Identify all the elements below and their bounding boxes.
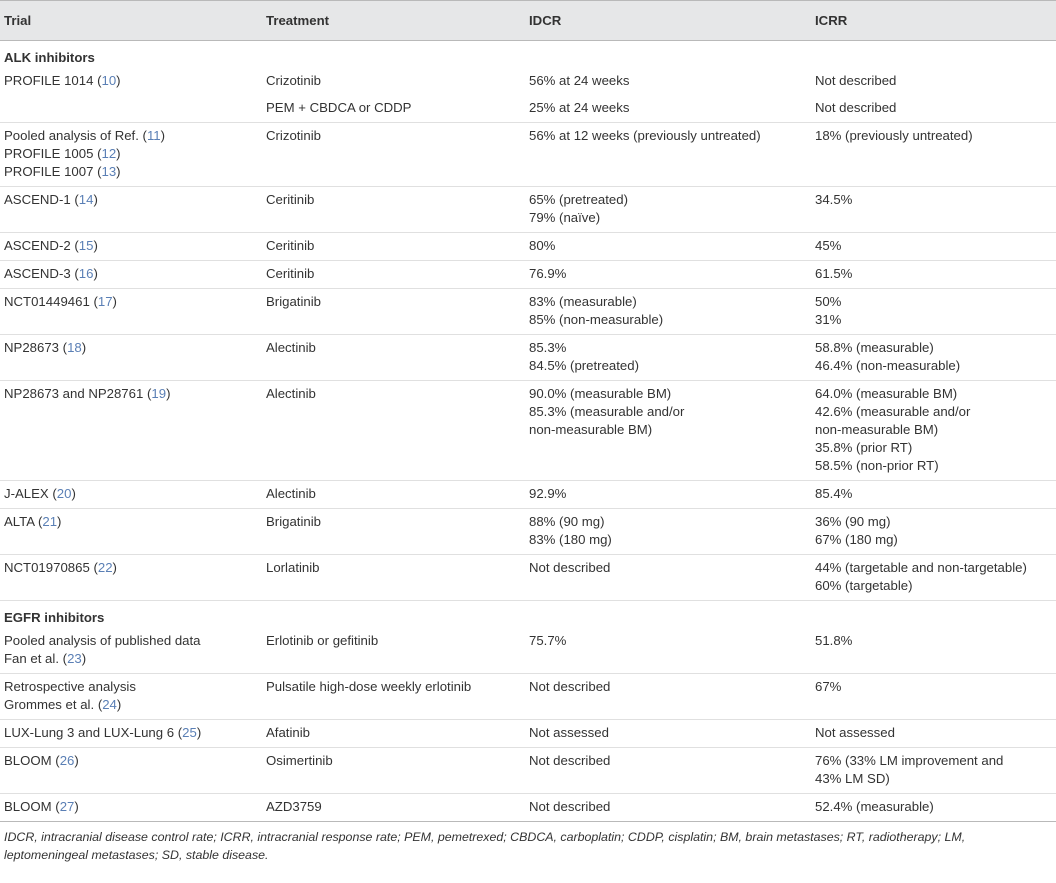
cell-icrr xyxy=(811,509,1056,555)
cell-idcr xyxy=(525,748,811,794)
reference-link[interactable]: 13 xyxy=(101,164,117,179)
table-header xyxy=(0,1,1056,41)
reference-link[interactable]: 10 xyxy=(101,73,117,88)
icrr-value: 51.8% xyxy=(815,633,853,648)
table-row xyxy=(0,187,1056,233)
section-heading: EGFR inhibitors xyxy=(4,610,105,625)
icrr-value: 67% (180 mg) xyxy=(815,532,898,547)
cell-treatment xyxy=(262,674,525,720)
icrr-value: 85.4% xyxy=(815,486,853,501)
cell-icrr xyxy=(811,481,1056,509)
table-row xyxy=(0,335,1056,381)
cell-idcr xyxy=(525,233,811,261)
trial-line: ASCEND-3 (16) xyxy=(4,266,98,281)
idcr-value: Not described xyxy=(529,679,611,694)
cell-icrr xyxy=(811,68,1056,95)
table-row xyxy=(0,481,1056,509)
cell-icrr xyxy=(811,794,1056,822)
trial-name: ASCEND-2 xyxy=(4,238,75,253)
idcr-value: Not assessed xyxy=(529,725,609,740)
icrr-value: Not described xyxy=(815,100,897,115)
trial-name: Pooled analysis of published data xyxy=(4,633,201,648)
trial-name: J-ALEX xyxy=(4,486,53,501)
cell-trial xyxy=(0,794,262,822)
icrr-value: 60% (targetable) xyxy=(815,578,913,593)
treatment-value: Alectinib xyxy=(266,340,316,355)
reference-link[interactable]: 19 xyxy=(151,386,167,401)
icrr-value: 76% (33% LM improvement and xyxy=(815,753,1004,768)
cell-icrr xyxy=(811,674,1056,720)
cell-trial xyxy=(0,335,262,381)
treatment-value: Brigatinib xyxy=(266,514,321,529)
trial-line: BLOOM (27) xyxy=(4,799,79,814)
cell-treatment xyxy=(262,335,525,381)
reference-link[interactable]: 16 xyxy=(78,266,94,281)
table-row xyxy=(0,628,1056,674)
cell-trial xyxy=(0,720,262,748)
header-idcr: IDCR xyxy=(525,1,811,41)
cell-treatment xyxy=(262,720,525,748)
reference-link[interactable]: 23 xyxy=(67,651,82,666)
table-row xyxy=(0,381,1056,481)
icrr-value: 46.4% (non-measurable) xyxy=(815,358,961,373)
table-row xyxy=(0,674,1056,720)
header-row xyxy=(0,1,1056,41)
cell-trial xyxy=(0,628,262,674)
header-icrr: ICRR xyxy=(811,1,1056,41)
idcr-value: 83% (measurable) xyxy=(529,294,637,309)
trial-name: ALTA xyxy=(4,514,38,529)
treatment-value: PEM + CBDCA or CDDP xyxy=(266,100,412,115)
cell-icrr xyxy=(811,555,1056,601)
icrr-value: 42.6% (measurable and/or xyxy=(815,404,971,419)
treatment-value: Ceritinib xyxy=(266,192,315,207)
cell-icrr xyxy=(811,335,1056,381)
idcr-value: 84.5% (pretreated) xyxy=(529,358,639,373)
cell-trial xyxy=(0,289,262,335)
cell-icrr xyxy=(811,628,1056,674)
icrr-value: 58.5% (non-prior RT) xyxy=(815,458,939,473)
table-row xyxy=(0,509,1056,555)
cell-icrr xyxy=(811,187,1056,233)
icrr-value: 31% xyxy=(815,312,842,327)
trial-line: BLOOM (26) xyxy=(4,753,79,768)
icrr-value: 36% (90 mg) xyxy=(815,514,891,529)
reference-link[interactable]: 15 xyxy=(78,238,94,253)
cell-treatment xyxy=(262,68,525,95)
section-heading: ALK inhibitors xyxy=(4,50,95,65)
table-row xyxy=(0,95,1056,123)
idcr-value: 90.0% (measurable BM) xyxy=(529,386,672,401)
idcr-value: 75.7% xyxy=(529,633,567,648)
icrr-value: 52.4% (measurable) xyxy=(815,799,934,814)
cell-treatment xyxy=(262,628,525,674)
idcr-value: non-measurable BM) xyxy=(529,422,653,437)
trial-name: NP28673 xyxy=(4,340,63,355)
trial-line: ALTA (21) xyxy=(4,514,62,529)
icrr-value: 35.8% (prior RT) xyxy=(815,440,913,455)
icrr-value: 45% xyxy=(815,238,842,253)
trial-name: PROFILE 1014 xyxy=(4,73,98,88)
table-row xyxy=(0,289,1056,335)
table-row xyxy=(0,748,1056,794)
cell-idcr xyxy=(525,555,811,601)
cell-idcr xyxy=(525,335,811,381)
idcr-value: 88% (90 mg) xyxy=(529,514,605,529)
idcr-value: 85% (non-measurable) xyxy=(529,312,664,327)
cell-idcr xyxy=(525,720,811,748)
idcr-value: 25% at 24 weeks xyxy=(529,100,630,115)
cell-trial xyxy=(0,381,262,481)
trial-name: LUX-Lung 3 and LUX-Lung 6 xyxy=(4,725,178,740)
trial-line: J-ALEX (20) xyxy=(4,486,76,501)
reference-link[interactable]: 14 xyxy=(78,192,94,207)
cell-trial xyxy=(0,233,262,261)
header-trial: Trial xyxy=(0,1,262,41)
trial-name: Grommes et al. xyxy=(4,697,98,712)
cell-idcr xyxy=(525,68,811,95)
reference-link[interactable]: 26 xyxy=(59,753,75,768)
cell-idcr xyxy=(525,481,811,509)
reference-link[interactable]: 18 xyxy=(67,340,82,355)
header-treatment: Treatment xyxy=(262,1,525,41)
trial-line xyxy=(4,632,262,650)
treatment-value: Ceritinib xyxy=(266,266,315,281)
trial-line: NCT01449461 (17) xyxy=(4,294,117,309)
idcr-value: 76.9% xyxy=(529,266,567,281)
table-row xyxy=(0,261,1056,289)
cell-idcr xyxy=(525,261,811,289)
cell-treatment xyxy=(262,509,525,555)
treatment-value: Lorlatinib xyxy=(266,560,320,575)
cell-idcr xyxy=(525,95,811,123)
icrr-value: 58.8% (measurable) xyxy=(815,340,934,355)
cell-trial xyxy=(0,68,262,95)
cell-idcr xyxy=(525,381,811,481)
icrr-value: 34.5% xyxy=(815,192,853,207)
cell-trial xyxy=(0,187,262,233)
reference-link[interactable]: 22 xyxy=(97,560,113,575)
icrr-value: 50% xyxy=(815,294,842,309)
idcr-value: Not described xyxy=(529,560,611,575)
trial-line: ASCEND-1 (14) xyxy=(4,192,98,207)
cell-idcr xyxy=(525,289,811,335)
trial-name: BLOOM xyxy=(4,753,56,768)
idcr-value: 85.3% xyxy=(529,340,567,355)
trial-line: PROFILE 1014 (10) xyxy=(4,73,121,88)
trial-name: Pooled analysis of Ref. xyxy=(4,128,143,143)
trial-line: NP28673 (18) xyxy=(4,340,87,355)
cell-treatment xyxy=(262,555,525,601)
idcr-value: 80% xyxy=(529,238,556,253)
cell-trial xyxy=(0,261,262,289)
cell-icrr xyxy=(811,381,1056,481)
cell-treatment xyxy=(262,381,525,481)
reference-link[interactable]: 25 xyxy=(182,725,197,740)
cell-treatment xyxy=(262,233,525,261)
trial-line: Fan et al. (23) xyxy=(4,651,87,666)
cell-trial xyxy=(0,95,262,123)
trial-name: NCT01449461 xyxy=(4,294,94,309)
table-row xyxy=(0,720,1056,748)
cell-icrr xyxy=(811,261,1056,289)
cell-treatment xyxy=(262,123,525,187)
reference-link[interactable]: 17 xyxy=(97,294,113,309)
reference-link[interactable]: 12 xyxy=(101,146,117,161)
table-row xyxy=(0,123,1056,187)
trial-name: PROFILE 1005 xyxy=(4,146,98,161)
trial-line: LUX-Lung 3 and LUX-Lung 6 (25) xyxy=(4,725,202,740)
cell-icrr xyxy=(811,289,1056,335)
table-row xyxy=(0,555,1056,601)
idcr-value: Not described xyxy=(529,799,611,814)
trial-name: ASCEND-1 xyxy=(4,192,75,207)
reference-link[interactable]: 21 xyxy=(42,514,58,529)
cell-icrr xyxy=(811,123,1056,187)
cell-trial xyxy=(0,748,262,794)
trial-line: NP28673 and NP28761 (19) xyxy=(4,386,171,401)
icrr-value: Not described xyxy=(815,73,897,88)
cell-treatment xyxy=(262,289,525,335)
treatment-value: Afatinib xyxy=(266,725,310,740)
cell-idcr xyxy=(525,509,811,555)
cell-icrr xyxy=(811,95,1056,123)
cell-trial xyxy=(0,674,262,720)
icrr-value: Not assessed xyxy=(815,725,895,740)
icrr-value: 18% (previously untreated) xyxy=(815,128,973,143)
icrr-value: non-measurable BM) xyxy=(815,422,939,437)
cell-idcr xyxy=(525,628,811,674)
treatment-value: Crizotinib xyxy=(266,128,321,143)
trial-line: NCT01970865 (22) xyxy=(4,560,117,575)
idcr-value: 65% (pretreated) xyxy=(529,192,628,207)
trial-name: NCT01970865 xyxy=(4,560,94,575)
icrr-value: 64.0% (measurable BM) xyxy=(815,386,958,401)
cell-treatment xyxy=(262,261,525,289)
section-row xyxy=(0,41,1056,69)
reference-link[interactable]: 20 xyxy=(56,486,72,501)
idcr-value: 83% (180 mg) xyxy=(529,532,612,547)
treatment-value: Alectinib xyxy=(266,386,316,401)
cell-trial xyxy=(0,481,262,509)
table-row xyxy=(0,68,1056,95)
table-footnote: IDCR, intracranial disease control rate; ICRR, intracranial response rate; PEM, pemetrexed; CBDCA, carboplatin; CDDP, cisplatin; BM, brain metastases; RT, radiotherapy; LM, leptomeningeal metastases; SD, stable disease. xyxy=(4,830,966,862)
cell-icrr xyxy=(811,748,1056,794)
idcr-value: 79% (naïve) xyxy=(529,210,601,225)
idcr-value: 56% at 12 weeks (previously untreated) xyxy=(529,128,761,143)
trial-line: PROFILE 1005 (12) xyxy=(4,146,121,161)
cell-icrr xyxy=(811,720,1056,748)
icrr-value: 44% (targetable and non-targetable) xyxy=(815,560,1027,575)
cell-idcr xyxy=(525,674,811,720)
trial-name: BLOOM xyxy=(4,799,56,814)
trial-line: Grommes et al. (24) xyxy=(4,697,122,712)
cell-trial xyxy=(0,555,262,601)
trial-name: Fan et al. xyxy=(4,651,63,666)
trial-line: PROFILE 1007 (13) xyxy=(4,164,121,179)
table-body xyxy=(0,41,1056,822)
idcr-value: 85.3% (measurable and/or xyxy=(529,404,685,419)
cell-idcr xyxy=(525,794,811,822)
reference-link[interactable]: 11 xyxy=(146,128,161,143)
trial-line: ASCEND-2 (15) xyxy=(4,238,98,253)
treatment-value: Erlotinib or gefitinib xyxy=(266,633,379,648)
cell-idcr xyxy=(525,123,811,187)
idcr-value: Not described xyxy=(529,753,611,768)
trial-name: NP28673 and NP28761 xyxy=(4,386,147,401)
reference-link[interactable]: 24 xyxy=(102,697,117,712)
reference-link[interactable]: 27 xyxy=(59,799,75,814)
cell-icrr xyxy=(811,233,1056,261)
icrr-value: 67% xyxy=(815,679,842,694)
cell-treatment xyxy=(262,794,525,822)
icrr-value: 61.5% xyxy=(815,266,853,281)
treatment-value: Pulsatile high-dose weekly erlotinib xyxy=(266,679,472,694)
treatment-value: Ceritinib xyxy=(266,238,315,253)
cell-trial xyxy=(0,123,262,187)
table-row xyxy=(0,233,1056,261)
trial-line: Pooled analysis of Ref. (11) xyxy=(4,128,166,143)
cell-treatment xyxy=(262,481,525,509)
section-row xyxy=(0,601,1056,629)
treatment-value: AZD3759 xyxy=(266,799,322,814)
icrr-value: 43% LM SD) xyxy=(815,771,890,786)
idcr-value: 92.9% xyxy=(529,486,567,501)
trial-name: ASCEND-3 xyxy=(4,266,75,281)
idcr-value: 56% at 24 weeks xyxy=(529,73,630,88)
treatment-value: Brigatinib xyxy=(266,294,321,309)
treatment-value: Crizotinib xyxy=(266,73,321,88)
trial-line xyxy=(4,678,262,696)
cell-treatment xyxy=(262,748,525,794)
treatment-value: Osimertinib xyxy=(266,753,333,768)
table-row xyxy=(0,794,1056,822)
cell-treatment xyxy=(262,95,525,123)
cell-treatment xyxy=(262,187,525,233)
cell-idcr xyxy=(525,187,811,233)
cell-trial xyxy=(0,509,262,555)
trial-name: PROFILE 1007 xyxy=(4,164,98,179)
treatment-value: Alectinib xyxy=(266,486,316,501)
trial-name: Retrospective analysis xyxy=(4,679,136,694)
